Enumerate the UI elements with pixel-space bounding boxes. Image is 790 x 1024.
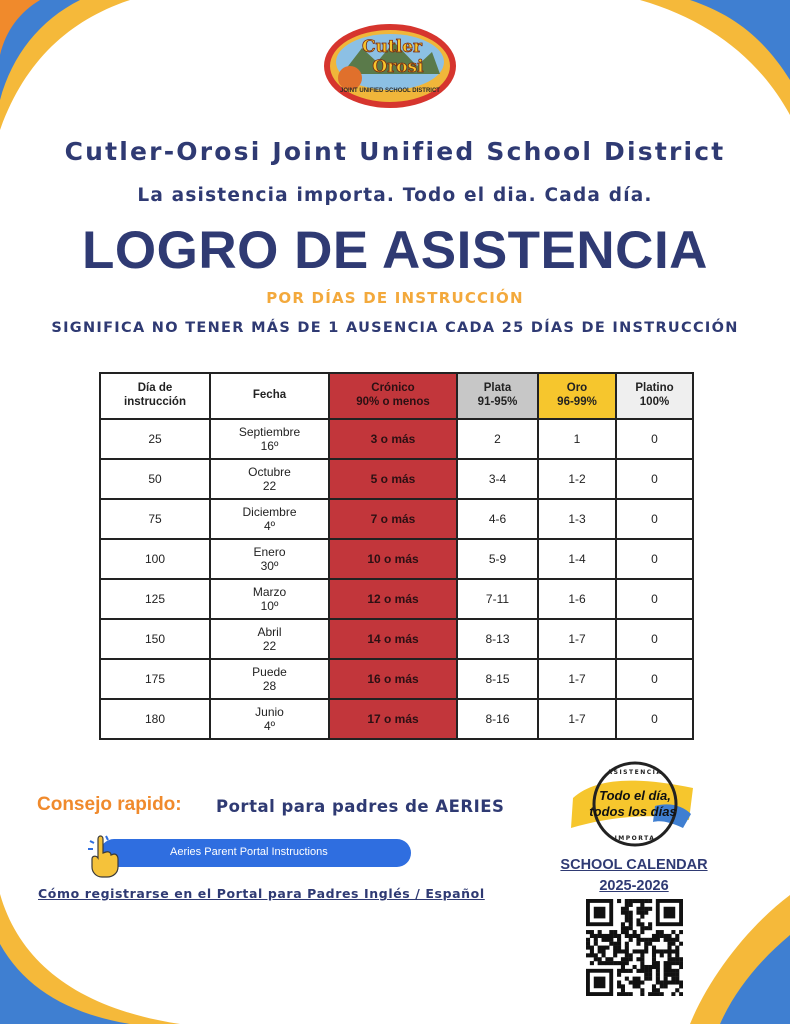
cell-date: Septiembre 16º [210,419,329,459]
aeries-portal-button-label[interactable]: Aeries Parent Portal Instructions [170,846,328,858]
corner-swoosh-top-right [640,0,790,120]
cell-platino: 0 [616,459,693,499]
header-cronico: Crónico 90% o menos [329,373,457,419]
cell-cronico: 3 o más [329,419,457,459]
tip-label: Consejo rapido: [37,794,182,815]
attendance-badge [565,758,700,853]
header-oro: Oro 96-99% [538,373,616,419]
district-logo [322,22,458,110]
cell-date: Octubre 22 [210,459,329,499]
cell-cronico: 10 o más [329,539,457,579]
cell-plata: 3-4 [457,459,538,499]
table-row [100,699,693,739]
header-date: Fecha [210,373,329,419]
cell-date: Diciembre 4º [210,499,329,539]
cell-platino: 0 [616,539,693,579]
cell-oro: 1 [538,419,616,459]
badge-bottom-text: IMPORTA [614,835,656,842]
table-row [100,619,693,659]
cell-plata: 4-6 [457,499,538,539]
register-link[interactable]: Cómo registrarse en el Portal para Padres Inglés / Español [38,886,485,901]
cell-oro: 1-6 [538,579,616,619]
cell-platino: 0 [616,419,693,459]
cell-platino: 0 [616,499,693,539]
corner-swoosh-bottom-left [0,894,180,1024]
cell-oro: 1-7 [538,659,616,699]
cell-date: Abril 22 [210,619,329,659]
table-row [100,459,693,499]
cell-platino: 0 [616,659,693,699]
cell-platino: 0 [616,699,693,739]
header-plata: Plata 91-95% [457,373,538,419]
badge-line1: Todo el día, [599,788,671,803]
calendar-qr-code[interactable] [586,899,683,996]
tip-text: Portal para padres de AERIES [216,797,505,816]
cell-date: Enero 30º [210,539,329,579]
badge-top-text: ASISTENCIA [607,769,663,776]
subtitle: POR DÍAS DE INSTRUCCIÓN [266,289,524,307]
cell-day: 25 [100,419,210,459]
header-day: Día de instrucción [100,373,210,419]
cell-day: 180 [100,699,210,739]
cell-cronico: 16 o más [329,659,457,699]
table-row [100,539,693,579]
cell-plata: 8-16 [457,699,538,739]
page-title: LOGRO DE ASISTENCIA [82,221,708,280]
table-row [100,579,693,619]
cell-date: Marzo 10º [210,579,329,619]
cell-plata: 8-13 [457,619,538,659]
cell-cronico: 12 o más [329,579,457,619]
header-platino: Platino 100% [616,373,693,419]
cell-plata: 7-11 [457,579,538,619]
corner-swoosh-top-left [0,0,150,140]
district-title: Cutler-Orosi Joint Unified School District [64,137,726,166]
tagline: La asistencia importa. Todo el dia. Cada día. [137,185,653,206]
table-header-row [100,373,693,419]
cell-platino: 0 [616,619,693,659]
attendance-table [99,372,694,740]
logo-text-line1: Cutler [362,37,422,57]
cell-day: 50 [100,459,210,499]
cell-day: 125 [100,579,210,619]
cell-day: 175 [100,659,210,699]
cell-oro: 1-4 [538,539,616,579]
cell-oro: 1-7 [538,619,616,659]
logo-subtext: JOINT UNIFIED SCHOOL DISTRICT [340,88,440,94]
cell-date: Junio 4º [210,699,329,739]
calendar-link-line2[interactable]: 2025-2026 [599,878,669,894]
meaning-statement: SIGNIFICA NO TENER MÁS DE 1 AUSENCIA CADA 25 DÍAS DE INSTRUCCIÓN [51,320,739,336]
cell-plata: 2 [457,419,538,459]
cell-cronico: 5 o más [329,459,457,499]
table-row [100,659,693,699]
cell-cronico: 7 o más [329,499,457,539]
badge-line2: todos los días [589,804,677,819]
hand-pointer-icon [84,833,124,879]
cell-cronico: 17 o más [329,699,457,739]
table-row [100,499,693,539]
cell-plata: 5-9 [457,539,538,579]
calendar-link-line1[interactable]: SCHOOL CALENDAR [560,857,708,873]
corner-swoosh-bottom-right [690,895,790,1024]
cell-cronico: 14 o más [329,619,457,659]
cell-oro: 1-3 [538,499,616,539]
cell-platino: 0 [616,579,693,619]
cell-oro: 1-2 [538,459,616,499]
cell-oro: 1-7 [538,699,616,739]
cell-date: Puede 28 [210,659,329,699]
cell-plata: 8-15 [457,659,538,699]
cell-day: 150 [100,619,210,659]
cell-day: 75 [100,499,210,539]
table-row [100,419,693,459]
logo-text-line2: Orosi [372,57,424,77]
cell-day: 100 [100,539,210,579]
